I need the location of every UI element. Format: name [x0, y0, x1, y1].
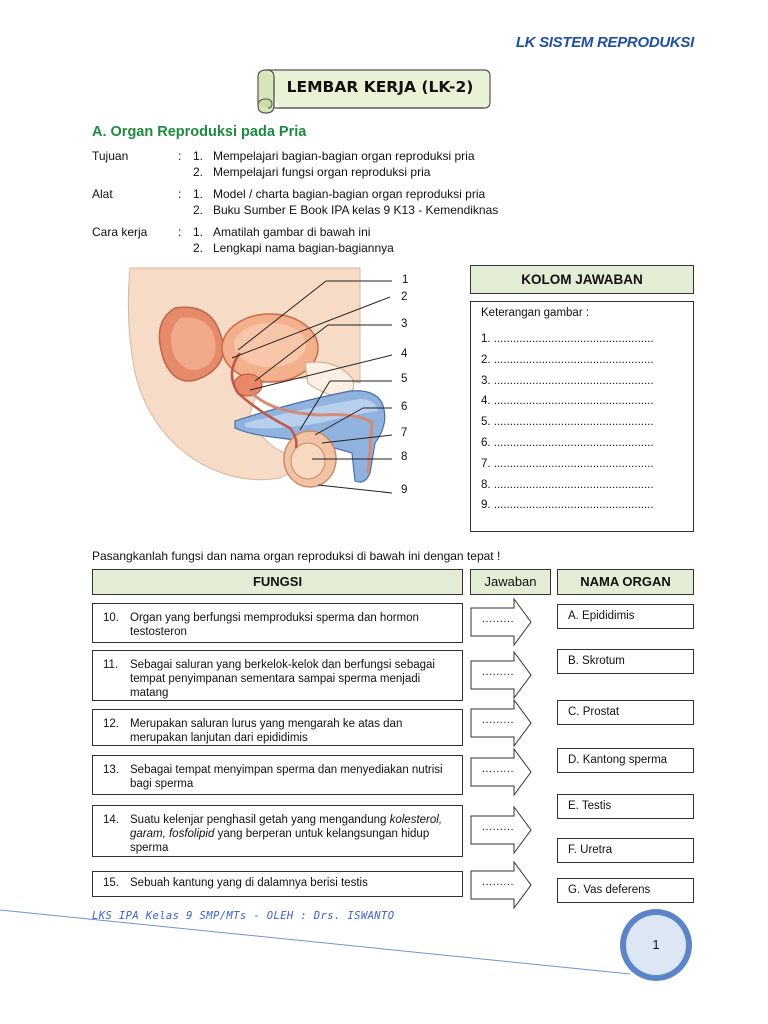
answer-blank: ......... [482, 821, 515, 833]
organ-option-a: A. Epididimis [557, 604, 694, 629]
info-block [92, 148, 552, 262]
answer-column-box [470, 301, 694, 532]
fungsi-text-italic: kolesterol, garam, fosfolipid [130, 814, 443, 840]
fungsi-number: 10. [103, 612, 119, 624]
info-label: Tujuan [92, 149, 129, 163]
diagram-label-3: 3 [401, 318, 408, 330]
fungsi-text: Sebagai tempat menyimpan sperma dan menyediakan nutrisi bagi sperma [130, 764, 443, 790]
answer-line-3[interactable]: 3. .................................................. [481, 374, 654, 387]
info-colon: : [178, 225, 182, 239]
answer-line-2[interactable]: 2. .................................................. [481, 353, 654, 366]
answer-blank: ......... [482, 666, 515, 678]
info-item-text: Amatilah gambar di bawah ini [213, 225, 371, 239]
page-number: 1 [626, 915, 686, 975]
keterangan-label: Keterangan gambar : [481, 307, 590, 319]
fungsi-row-13 [92, 755, 463, 795]
organ-option-f: F. Uretra [557, 838, 694, 863]
fungsi-row-11 [92, 650, 463, 701]
organ-option-d: D. Kantong sperma [557, 748, 694, 773]
diagram-label-1: 1 [402, 274, 409, 286]
answer-arrow-13[interactable] [470, 748, 532, 796]
diagram-label-4: 4 [401, 348, 408, 360]
answer-line-1[interactable]: 1. .................................................. [481, 333, 654, 345]
info-item-number: 2. [193, 203, 204, 217]
fungsi-text-part: yang berperan untuk kelangsungan hidup sperma [130, 828, 430, 854]
diagram-label-2: 2 [401, 291, 408, 303]
answer-blank: ......... [482, 763, 515, 775]
jawaban-header: Jawaban [470, 569, 551, 595]
fungsi-header: FUNGSI [92, 569, 463, 595]
info-label: Cara kerja [92, 225, 148, 239]
answer-line-6[interactable]: 6. .................................................. [481, 436, 654, 449]
document-header-title: LK SISTEM REPRODUKSI [515, 34, 694, 51]
answer-line-7[interactable]: 7. .................................................. [481, 457, 654, 470]
info-item-text: Buku Sumber E Book IPA kelas 9 K13 - Kemendiknas [213, 203, 499, 217]
info-item-number: 2. [193, 165, 204, 179]
answer-blank: ......... [482, 876, 515, 888]
diagram-label-8: 8 [401, 451, 408, 463]
diagram-label-6: 6 [401, 401, 408, 413]
organ-option-c: C. Prostat [557, 700, 694, 725]
fungsi-text: Organ yang berfungsi memproduksi sperma dan hormon testosteron [130, 612, 419, 638]
answer-line-5[interactable]: 5. .................................................. [481, 416, 654, 429]
answer-arrow-11[interactable] [470, 651, 532, 699]
info-tujuan [92, 148, 552, 180]
answer-line-9[interactable]: 9. .................................................. [481, 499, 654, 512]
fungsi-number: 15. [103, 877, 119, 889]
fungsi-text-part: Suatu kelenjar penghasil getah yang mengandung [130, 814, 387, 826]
anatomy-illustration [120, 263, 420, 503]
answer-arrow-14[interactable] [470, 806, 532, 854]
answer-line-4[interactable]: 4. .................................................. [481, 395, 654, 408]
fungsi-text: Sebagai saluran yang berkelok-kelok dan berfungsi sebagai tempat penyimpanan sementara sampai sperma menjadi matang [130, 659, 435, 699]
diagram-label-9: 9 [401, 484, 408, 496]
organ-option-g: G. Vas deferens [557, 878, 694, 903]
answer-line-8[interactable]: 8. .................................................. [481, 478, 654, 491]
answer-arrow-10[interactable] [470, 598, 532, 646]
info-item-number: 1. [193, 225, 204, 239]
fungsi-number: 13. [103, 764, 119, 776]
info-cara-kerja [92, 224, 552, 256]
reproductive-diagram [120, 263, 420, 503]
info-colon: : [178, 149, 182, 163]
footer-credit: LKS IPA Kelas 9 SMP/MTs - OLEH : Drs. ISWANTO [92, 910, 395, 922]
info-alat [92, 186, 552, 218]
section-title: A. Organ Reproduksi pada Pria [92, 124, 307, 140]
diagram-label-7: 7 [401, 427, 408, 439]
info-item-text: Model / charta bagian-bagian organ reproduksi pria [213, 187, 486, 201]
fungsi-number: 12. [103, 718, 119, 730]
info-label: Alat [92, 187, 113, 201]
info-colon: : [178, 187, 182, 201]
worksheet-title: LEMBAR KERJA (LK-2) [286, 78, 474, 96]
organ-option-e: E. Testis [557, 794, 694, 819]
info-item-number: 1. [193, 187, 204, 201]
info-item-text: Lengkapi nama bagian-bagiannya [213, 241, 394, 255]
fungsi-text: Sebuah kantung yang di dalamnya berisi testis [130, 877, 368, 889]
info-item-text: Mempelajari bagian-bagian organ reproduksi pria [213, 149, 475, 163]
answer-blank: ......... [482, 613, 515, 625]
diagram-label-5: 5 [401, 373, 408, 385]
answer-column-title: KOLOM JAWABAN [470, 265, 694, 294]
fungsi-number: 14. [103, 814, 119, 826]
fungsi-row-15 [92, 871, 463, 897]
matching-instruction: Pasangkanlah fungsi dan nama organ reproduksi di bawah ini dengan tepat ! [92, 549, 501, 563]
info-item-text: Mempelajari fungsi organ reproduksi pria [213, 165, 431, 179]
fungsi-row-12 [92, 709, 463, 746]
fungsi-row-14 [92, 805, 463, 857]
fungsi-text: Merupakan saluran lurus yang mengarah ke atas dan merupakan lanjutan dari epididimis [130, 718, 403, 744]
info-item-number: 2. [193, 241, 204, 255]
nama-organ-header: NAMA ORGAN [557, 569, 694, 595]
answer-blank: ......... [482, 714, 515, 726]
organ-option-b: B. Skrotum [557, 649, 694, 674]
info-item-number: 1. [193, 149, 204, 163]
fungsi-number: 11. [103, 659, 119, 671]
fungsi-row-10 [92, 603, 463, 643]
answer-arrow-12[interactable] [470, 699, 532, 747]
page-number-badge [620, 909, 692, 981]
fungsi-text [130, 813, 454, 855]
